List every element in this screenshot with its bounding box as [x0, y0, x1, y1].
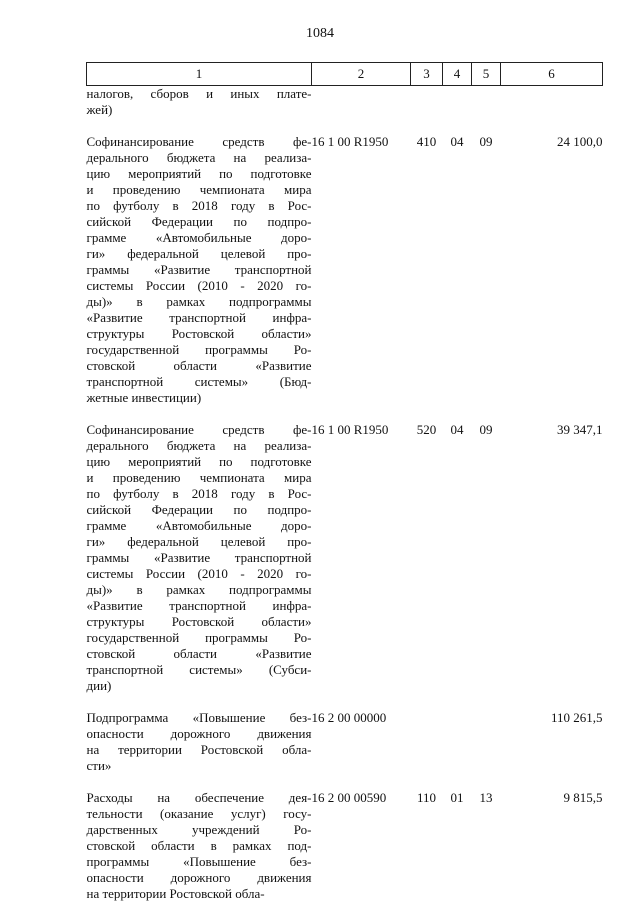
row-amount: 110 261,5 [550, 710, 603, 725]
column-header-2: 2 [312, 63, 411, 86]
description-line: и проведению чемпионата мира [86, 470, 312, 485]
description-line: Софинансирование средств фе- [86, 134, 312, 149]
column-header-6: 6 [501, 63, 603, 86]
table-row [87, 790, 603, 918]
row-description [87, 134, 312, 422]
row-subsection [472, 710, 501, 790]
column-number-header [87, 63, 603, 86]
description-line: налогов, сборов и иных плате- [86, 86, 312, 101]
description-line: по футболу в 2018 году в Рос- [86, 486, 312, 501]
description-line: дии) [86, 678, 112, 693]
description-line: дерального бюджета на реализа- [86, 438, 312, 453]
row-subsection [472, 86, 501, 135]
row-subsection: 09 [479, 134, 493, 149]
description-line: стовской области в рамках под- [86, 838, 312, 853]
description-line: сти» [86, 758, 112, 773]
description-line: ды)» в рамках подпрограммы [86, 294, 312, 309]
row-section: 01 [450, 790, 464, 805]
description-line: грамме «Автомобильные доро- [86, 230, 312, 245]
row-target-code: 16 1 00 R1950 [311, 422, 389, 437]
row-amount: 39 347,1 [557, 422, 603, 437]
row-description [87, 710, 312, 790]
description-line: грамме «Автомобильные доро- [86, 518, 312, 533]
description-line: ги» федеральной целевой про- [86, 246, 312, 261]
description-line: государственной программы Ро- [86, 630, 312, 645]
description-line: Подпрограмма «Повышение без- [86, 710, 312, 725]
description-line: «Развитие транспортной инфра- [86, 598, 312, 613]
description-line: граммы «Развитие транспортной [86, 550, 312, 565]
description-line: сийской Федерации по подпро- [86, 502, 312, 517]
row-description [87, 790, 312, 918]
row-description [87, 86, 312, 135]
budget-table [86, 62, 603, 918]
row-expense-type: 110 [416, 790, 437, 805]
description-line: граммы «Развитие транспортной [86, 262, 312, 277]
table-row [87, 710, 603, 790]
description-line: сийской Федерации по подпро- [86, 214, 312, 229]
description-line: программы «Повышение без- [86, 854, 312, 869]
description-line: системы России (2010 - 2020 го- [86, 566, 312, 581]
row-subsection: 13 [479, 790, 493, 805]
page-number: 1084 [306, 26, 334, 41]
description-line: жей) [86, 102, 113, 117]
description-line: цию мероприятий по подготовке [86, 166, 312, 181]
table-row [87, 422, 603, 710]
description-line: Расходы на обеспечение дея- [86, 790, 312, 805]
row-section: 04 [450, 422, 464, 437]
row-expense-type [411, 710, 443, 790]
description-line: «Развитие транспортной инфра- [86, 310, 312, 325]
row-amount: 24 100,0 [557, 134, 603, 149]
description-line: дерального бюджета на реализа- [86, 150, 312, 165]
row-target-code [312, 86, 411, 135]
description-line: стовской области «Развитие [86, 646, 312, 661]
row-section [443, 86, 472, 135]
description-line: транспортной системы» (Бюд- [86, 374, 312, 389]
row-subsection: 09 [479, 422, 493, 437]
column-header-1: 1 [87, 63, 312, 86]
description-line: опасности дорожного движения [86, 870, 312, 885]
description-line: и проведению чемпионата мира [86, 182, 312, 197]
row-target-code: 16 1 00 R1950 [311, 134, 389, 149]
description-line: по футболу в 2018 году в Рос- [86, 198, 312, 213]
table-row [87, 86, 603, 135]
row-expense-type: 520 [416, 422, 437, 437]
description-line: стовской области «Развитие [86, 358, 312, 373]
description-line: государственной программы Ро- [86, 342, 312, 357]
description-line: дарственных учреждений Ро- [86, 822, 312, 837]
description-line: системы России (2010 - 2020 го- [86, 278, 312, 293]
description-line: структуры Ростовской области» [86, 326, 312, 341]
description-line: ды)» в рамках подпрограммы [86, 582, 312, 597]
description-line: тельности (оказание услуг) госу- [86, 806, 312, 821]
description-line: ги» федеральной целевой про- [86, 534, 312, 549]
description-line: цию мероприятий по подготовке [86, 454, 312, 469]
row-expense-type [411, 86, 443, 135]
row-section: 04 [450, 134, 464, 149]
row-section [443, 710, 472, 790]
row-target-code: 16 2 00 00000 [311, 710, 387, 725]
description-line: Софинансирование средств фе- [86, 422, 312, 437]
description-line: структуры Ростовской области» [86, 614, 312, 629]
column-header-5: 5 [472, 63, 501, 86]
description-line: жетные инвестиции) [86, 390, 202, 405]
description-line: транспортной системы» (Субси- [86, 662, 312, 677]
row-amount [501, 86, 603, 135]
column-header-4: 4 [443, 63, 472, 86]
row-description [87, 422, 312, 710]
description-line: на территории Ростовской обла- [86, 742, 312, 757]
row-expense-type: 410 [416, 134, 437, 149]
description-line: опасности дорожного движения [86, 726, 312, 741]
row-amount: 9 815,5 [563, 790, 603, 805]
row-target-code: 16 2 00 00590 [311, 790, 387, 805]
column-header-3: 3 [411, 63, 443, 86]
description-line: на территории Ростовской обла- [86, 886, 265, 901]
table-row [87, 134, 603, 422]
